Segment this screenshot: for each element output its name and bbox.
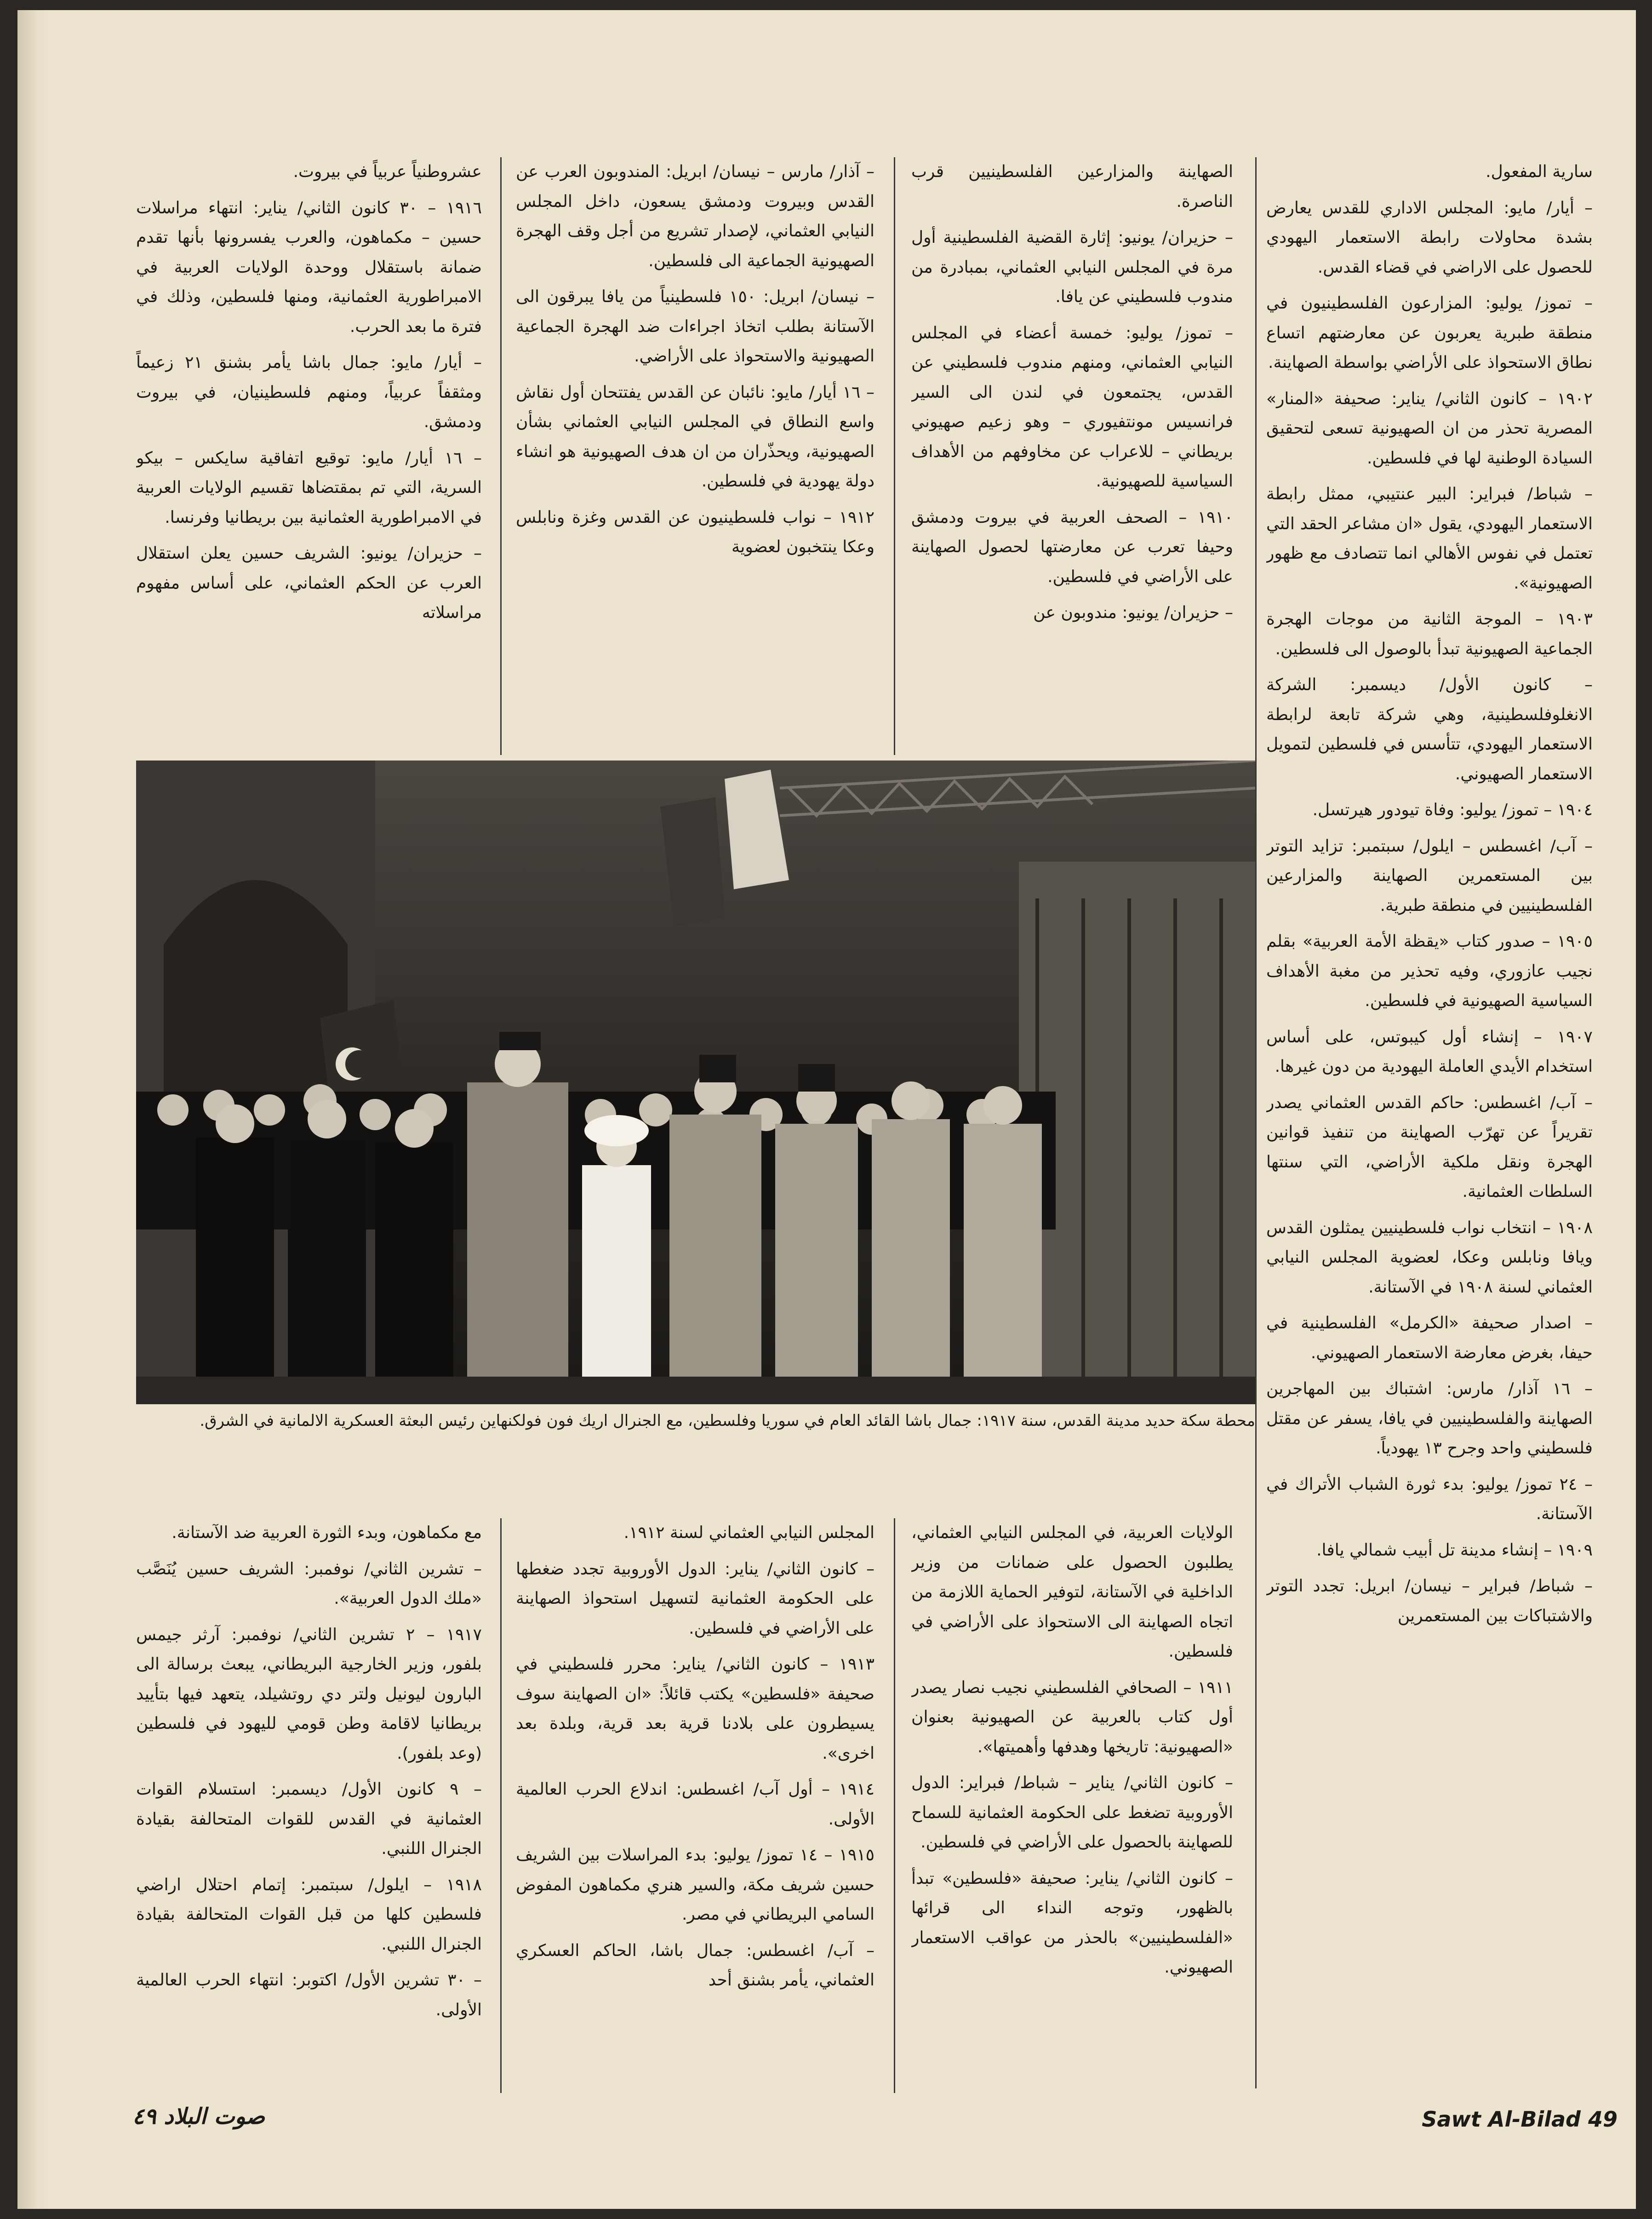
- page-number-english: Sawt Al-Bilad 49: [1422, 2107, 1618, 2132]
- column-text: [136, 157, 482, 628]
- timeline-entry: ١٩٠٧ – إنشاء أول كيبوتس، على أساس استخدام الأيدي العاملة اليهودية من دون غيرها.: [1266, 1027, 1593, 1076]
- timeline-entry: المجلس النيابي العثماني لسنة ١٩١٢.: [623, 1523, 875, 1542]
- photo-caption: محطة سكة حديد مدينة القدس، سنة ١٩١٧: جمال باشا القائد العام في سوريا وفلسطين، مع الجنرال اريك فون فولكنهاين رئيس البعثة العسكرية الالمانية في الشرق.: [200, 1412, 1255, 1430]
- column-text: [516, 1518, 875, 1996]
- column-4-top: [136, 157, 482, 750]
- timeline-entry: – ١٦ آذار/ مارس: اشتباك بين المهاجرين الصهاينة والفلسطينيين في يافا، يسفر عن مقتل فلسطيني واحد وجرح ١٣ يهودياً.: [1266, 1379, 1593, 1458]
- timeline-entry: – حزيران/ يونيو: إثارة القضية الفلسطينية أول مرة في المجلس النيابي العثماني، بمبادرة من مندوب فلسطيني عن يافا.: [911, 228, 1233, 306]
- column-text: [911, 1518, 1233, 1983]
- magazine-page: [17, 10, 1636, 2209]
- timeline-entry: ١٩٠٤ – تموز/ يوليو: وفاة تيودور هيرتسل.: [1312, 801, 1593, 819]
- column-text: [516, 157, 875, 562]
- timeline-entry: – آب/ اغسطس: حاكم القدس العثماني يصدر تقريراً عن تهرّب الصهاينة من تنفيذ قوانين الهجرة ونقل ملكية الأراضي، التي سنتها السلطات العثمانية.: [1266, 1093, 1593, 1201]
- timeline-entry: – تموز/ يوليو: المزارعون الفلسطينيون في منطقة طبرية يعربون عن معارضتهم اتساع نطاق الاستحواذ على الأراضي بواسطة الصهاينة.: [1266, 294, 1593, 372]
- timeline-entry: ١٩٠٨ – انتخاب نواب فلسطينيين يمثلون القدس ويافا ونابلس وعكا، لعضوية المجلس النيابي العثماني لسنة ١٩٠٨ في الآستانة.: [1266, 1218, 1593, 1297]
- column-2-bottom: [911, 1518, 1233, 2093]
- timeline-entry: – ١٦ أيار/ مايو: نائبان عن القدس يفتتحان أول نقاش واسع النطاق في المجلس النيابي العثماني بشأن الصهيونية، ويحذّران من ان هدف الصهيونية هو انشاء دولة يهودية في فلسطين.: [516, 383, 875, 491]
- column-divider: [500, 1518, 502, 2093]
- page-number-arabic: صوت البلاد ٤٩: [132, 2104, 265, 2129]
- timeline-entry: – ٩ كانون الأول/ ديسمبر: استسلام القوات العثمانية في القدس للقوات المتحالفة بقيادة الجنرال اللنبي.: [136, 1780, 482, 1858]
- timeline-entry: – ٣٠ تشرين الأول/ اكتوبر: انتهاء الحرب العالمية الأولى.: [136, 1971, 482, 2019]
- timeline-entry: ١٩١٦ – ٣٠ كانون الثاني/ يناير: انتهاء مراسلات حسين – مكماهون، والعرب يفسرونها بأنها تقدم ضمانة باستقلال ووحدة الولايات العربية في الامبراطورية العثمانية، ومنها فلسطين، وذلك في فترة ما بعد الحرب.: [136, 198, 482, 336]
- timeline-entry: ١٩٠٥ – صدور كتاب «يقظة الأمة العربية» بقلم نجيب عازوري، وفيه تحذير من مغبة الأهداف السياسية الصهيونية في فلسطين.: [1266, 932, 1593, 1010]
- timeline-entry: – آذار/ مارس – نيسان/ ابريل: المندوبون العرب عن القدس وبيروت ودمشق يسعون، داخل المجلس النيابي العثماني، لإصدار تشريع من أجل وقف الهجرة الصهيونية الجماعية الى فلسطين.: [516, 162, 875, 270]
- timeline-entry: ١٩١٧ – ٢ تشرين الثاني/ نوفمبر: آرثر جيمس بلفور، وزير الخارجية البريطاني، يبعث برسالة الى البارون ليونيل ولتر دي روتشيلد، يتعهد فيها بتأييد بريطانيا لاقامة وطن قومي لليهود في فلسطين (وعد بلفور).: [136, 1625, 482, 1763]
- page-binding-shadow: [17, 10, 50, 2209]
- timeline-entry: ١٩٠٣ – الموجة الثانية من موجات الهجرة الجماعية الصهيونية تبدأ بالوصول الى فلسطين.: [1266, 610, 1593, 658]
- column-3-top: [516, 157, 875, 750]
- timeline-entry: – كانون الأول/ ديسمبر: الشركة الانغلوفلسطينية، وهي شركة تابعة لرابطة الاستعمار اليهودي، تتأسس في فلسطين لتمويل الاستعمار الصهيوني.: [1266, 675, 1593, 784]
- timeline-entry: – آب/ اغسطس: جمال باشا، الحاكم العسكري العثماني، يأمر بشنق أحد: [516, 1941, 875, 1990]
- timeline-entry: مع مكماهون، وبدء الثورة العربية ضد الآستانة.: [171, 1523, 482, 1542]
- timeline-entry: – تشرين الثاني/ نوفمبر: الشريف حسين يُنَصَّب «ملك الدول العربية».: [136, 1559, 482, 1608]
- timeline-entry: – اصدار صحيفة «الكرمل» الفلسطينية في حيفا، بغرض معارضة الاستعمار الصهيوني.: [1266, 1314, 1593, 1362]
- column-divider: [1255, 157, 1257, 2088]
- column-3-bottom: [516, 1518, 875, 2093]
- timeline-entry: – شباط/ فبراير: البير عنتيبي، ممثل رابطة الاستعمار اليهودي، يقول «ان مشاعر الحقد التي تعتمل في نفوس الأهالي انما تتصادف مع ظهور الصهيونية».: [1266, 485, 1593, 593]
- timeline-entry: – نيسان/ ابريل: ١٥٠ فلسطينياً من يافا يبرقون الى الآستانة بطلب اتخاذ اجراءات ضد الهجرة الجماعية الصهيونية والاستحواذ على الأراضي.: [516, 287, 875, 366]
- timeline-entry: ١٩١٢ – نواب فلسطينيون عن القدس وغزة ونابلس وعكا ينتخبون لعضوية: [516, 508, 875, 556]
- column-2-top: [911, 157, 1233, 750]
- timeline-entry: – حزيران/ يونيو: الشريف حسين يعلن استقلال العرب عن الحكم العثماني، على أساس مفهوم مراسلاته: [136, 544, 482, 622]
- timeline-entry: – ١٦ أيار/ مايو: توقيع اتفاقية سايكس – بيكو السرية، التي تم بمقتضاها تقسيم الولايات العربية في الامبراطورية العثمانية بين بريطانيا وفرنسا.: [136, 448, 482, 527]
- timeline-entry: ١٩١١ – الصحافي الفلسطيني نجيب نصار يصدر أول كتاب بالعربية عن الصهيونية بعنوان «الصهيونية: تاريخها وهدفها وأهميتها».: [911, 1678, 1233, 1756]
- timeline-entry: ١٩٠٢ – كانون الثاني/ يناير: صحيفة «المنار» المصرية تحذر من ان الصهيونية تسعى لتحقيق السيادة الوطنية لها في فلسطين.: [1266, 389, 1593, 468]
- timeline-entry: ١٩١٠ – الصحف العربية في بيروت ودمشق وحيفا تعرب عن معارضتها لحصول الصهاينة على الأراضي في فلسطين.: [911, 508, 1233, 586]
- timeline-entry: – تموز/ يوليو: خمسة أعضاء في المجلس النيابي العثماني، ومنهم مندوب فلسطيني عن القدس، يجتمعون في لندن الى السير فرانسيس مونتفيوري – وهو زعيم صهيوني بريطاني – للاعراب عن مخاوفهم من الأهداف السياسية للصهيونية.: [911, 323, 1233, 491]
- timeline-entry: – آب/ اغسطس – ايلول/ سبتمبر: تزايد التوتر بين المستعمرين الصهاينة والمزارعين الفلسطينيين في منطقة طبرية.: [1266, 836, 1593, 915]
- timeline-entry: الصهاينة والمزارعين الفلسطينيين قرب الناصرة.: [911, 162, 1233, 211]
- column-text: [1266, 157, 1593, 1631]
- column-text: [911, 157, 1233, 628]
- timeline-entry: – كانون الثاني/ يناير – شباط/ فبراير: الدول الأوروبية تضغط على الحكومة العثمانية للسماح للصهاينة بالحصول على الأراضي في فلسطين.: [911, 1773, 1233, 1852]
- historical-photo: [136, 761, 1255, 1404]
- column-divider: [500, 157, 502, 755]
- timeline-entry: – حزيران/ يونيو: مندوبون عن: [1033, 603, 1233, 622]
- timeline-entry: – ٢٤ تموز/ يوليو: بدء ثورة الشباب الأتراك في الآستانة.: [1266, 1475, 1593, 1523]
- column-text: [136, 1518, 482, 2025]
- column-divider: [894, 157, 895, 755]
- timeline-entry: ١٩٠٩ – إنشاء مدينة تل أبيب شمالي يافا.: [1316, 1540, 1593, 1560]
- photo-image: [136, 761, 1255, 1404]
- column-4-bottom: [136, 1518, 482, 2093]
- timeline-entry: – أيار/ مايو: المجلس الاداري للقدس يعارض بشدة محاولات رابطة الاستعمار اليهودي للحصول على الاراضي في قضاء القدس.: [1266, 198, 1593, 277]
- column-divider: [894, 1518, 895, 2093]
- timeline-entry: – أيار/ مايو: جمال باشا يأمر بشنق ٢١ زعيماً ومثقفاً عربياً، ومنهم فلسطينيان، في بيروت ودمشق.: [136, 353, 482, 431]
- timeline-entry: ١٩١٥ – ١٤ تموز/ يوليو: بدء المراسلات بين الشريف حسين شريف مكة، والسير هنري مكماهون المفوض السامي البريطاني في مصر.: [516, 1846, 875, 1924]
- column-1: [1266, 157, 1593, 2093]
- timeline-entry: ١٩١٤ – أول آب/ اغسطس: اندلاع الحرب العالمية الأولى.: [516, 1780, 875, 1829]
- timeline-entry: – كانون الثاني/ يناير: الدول الأوروبية تجدد ضغطها على الحكومة العثمانية لتسهيل استحواذ الصهاينة على الأراضي في فلسطين.: [516, 1559, 875, 1638]
- timeline-entry: الولايات العربية، في المجلس النيابي العثماني، يطلبون الحصول على ضمانات من وزير الداخلية في الآستانة، لتوفير الحماية اللازمة من اتجاه الصهاينة الى الاستحواذ على الأراضي في فلسطين.: [911, 1523, 1233, 1661]
- timeline-entry: سارية المفعول.: [1486, 162, 1593, 181]
- timeline-entry: – كانون الثاني/ يناير: صحيفة «فلسطين» تبدأ بالظهور، وتوجه النداء الى قرائها «الفلسطينيين» بالحذر من عواقب الاستعمار الصهيوني.: [911, 1869, 1233, 1977]
- timeline-entry: ١٩١٨ – ايلول/ سبتمبر: إتمام احتلال اراضي فلسطين كلها من قبل القوات المتحالفة بقيادة الجنرال اللنبي.: [136, 1875, 482, 1954]
- timeline-entry: عشروطنياً عربياً في بيروت.: [293, 162, 482, 181]
- timeline-entry: ١٩١٣ – كانون الثاني/ يناير: محرر فلسطيني في صحيفة «فلسطين» يكتب قائلاً: «ان الصهاينة سوف يسيطرون على بلادنا قرية بعد قرية، وبلدة بعد اخرى».: [516, 1655, 875, 1763]
- timeline-entry: – شباط/ فبراير – نيسان/ ابريل: تجدد التوتر والاشتباكات بين المستعمرين: [1266, 1577, 1593, 1625]
